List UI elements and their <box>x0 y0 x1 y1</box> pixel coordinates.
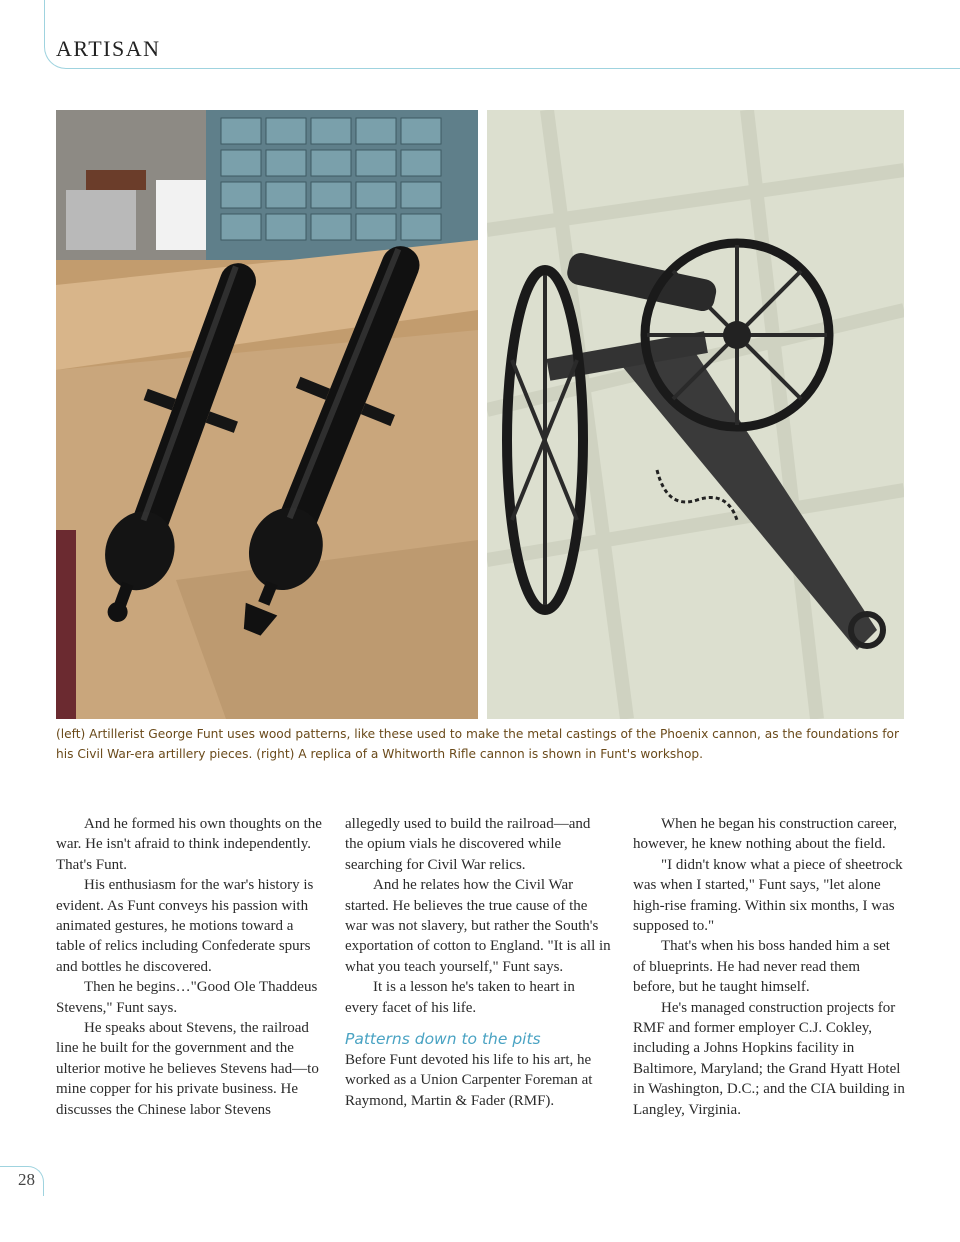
page-number: 28 <box>18 1170 35 1189</box>
subheading: Patterns down to the pits <box>345 1030 541 1049</box>
photo-caption: (left) Artillerist George Funt uses wood patterns, like these used to make the metal castings of the Phoenix cannon, as the foundations for his Civil War-era artillery pieces. (right) A replica of a Whitworth Rifle cannon is shown in Funt's workshop. <box>56 727 900 761</box>
paragraph: That's when his boss handed him a set of blueprints. He had never read them before, but he taught himself. <box>633 938 890 996</box>
photo-whitworth-cannon <box>487 110 904 719</box>
paragraph: "I didn't know what a piece of sheetrock was when I started," Funt says, "let alone high-rise framing. Within six months, I was supposed to." <box>633 856 903 935</box>
paragraph: It is a lesson he's taken to heart in every facet of his life. <box>345 979 575 1016</box>
paragraph: When he began his construction career, however, he knew nothing about the field. <box>633 816 897 853</box>
paragraph: And he relates how the Civil War started. He believes the true cause of the war was not slavery, but rather the South's exportation of cotton to England. "It is all in what you teach yourself," Funt says. <box>345 877 611 975</box>
article-column-3 <box>633 814 905 1120</box>
paragraph: Then he begins…"Good Ole Thaddeus Stevens," Funt says. <box>56 979 318 1016</box>
paragraph: He speaks about Stevens, the railroad line he built for the government and the ulterior motive he believes Stevens had—to mine copper for his private business. He discusses the Chinese labor Stevens <box>56 1020 319 1118</box>
article-column-1 <box>56 814 326 1120</box>
paragraph: He's managed construction projects for RMF and former employer C.J. Cokley, including a Johns Hopkins facility in Baltimore, Maryland; the Grand Hyatt Hotel in Washington, D.C.; and the CIA building in Langley, Virginia. <box>633 999 905 1118</box>
header-rule <box>44 0 960 69</box>
photo-cannon-patterns <box>56 110 478 719</box>
section-label: ARTISAN <box>56 36 161 61</box>
paragraph: And he formed his own thoughts on the war. He isn't afraid to think independently. That's Funt. <box>56 816 322 873</box>
paragraph: allegedly used to build the railroad—and the opium vials he discovered while searching for Civil War relics. <box>345 816 591 873</box>
paragraph: Before Funt devoted his life to his art, he worked as a Union Carpenter Foreman at Raymond, Martin & Fader (RMF). <box>345 1052 593 1109</box>
article-column-2 <box>345 814 611 1111</box>
paragraph: His enthusiasm for the war's history is evident. As Funt conveys his passion with animated gestures, he motions toward a table of relics including Confederate spurs and bottles he discovered. <box>56 877 314 975</box>
